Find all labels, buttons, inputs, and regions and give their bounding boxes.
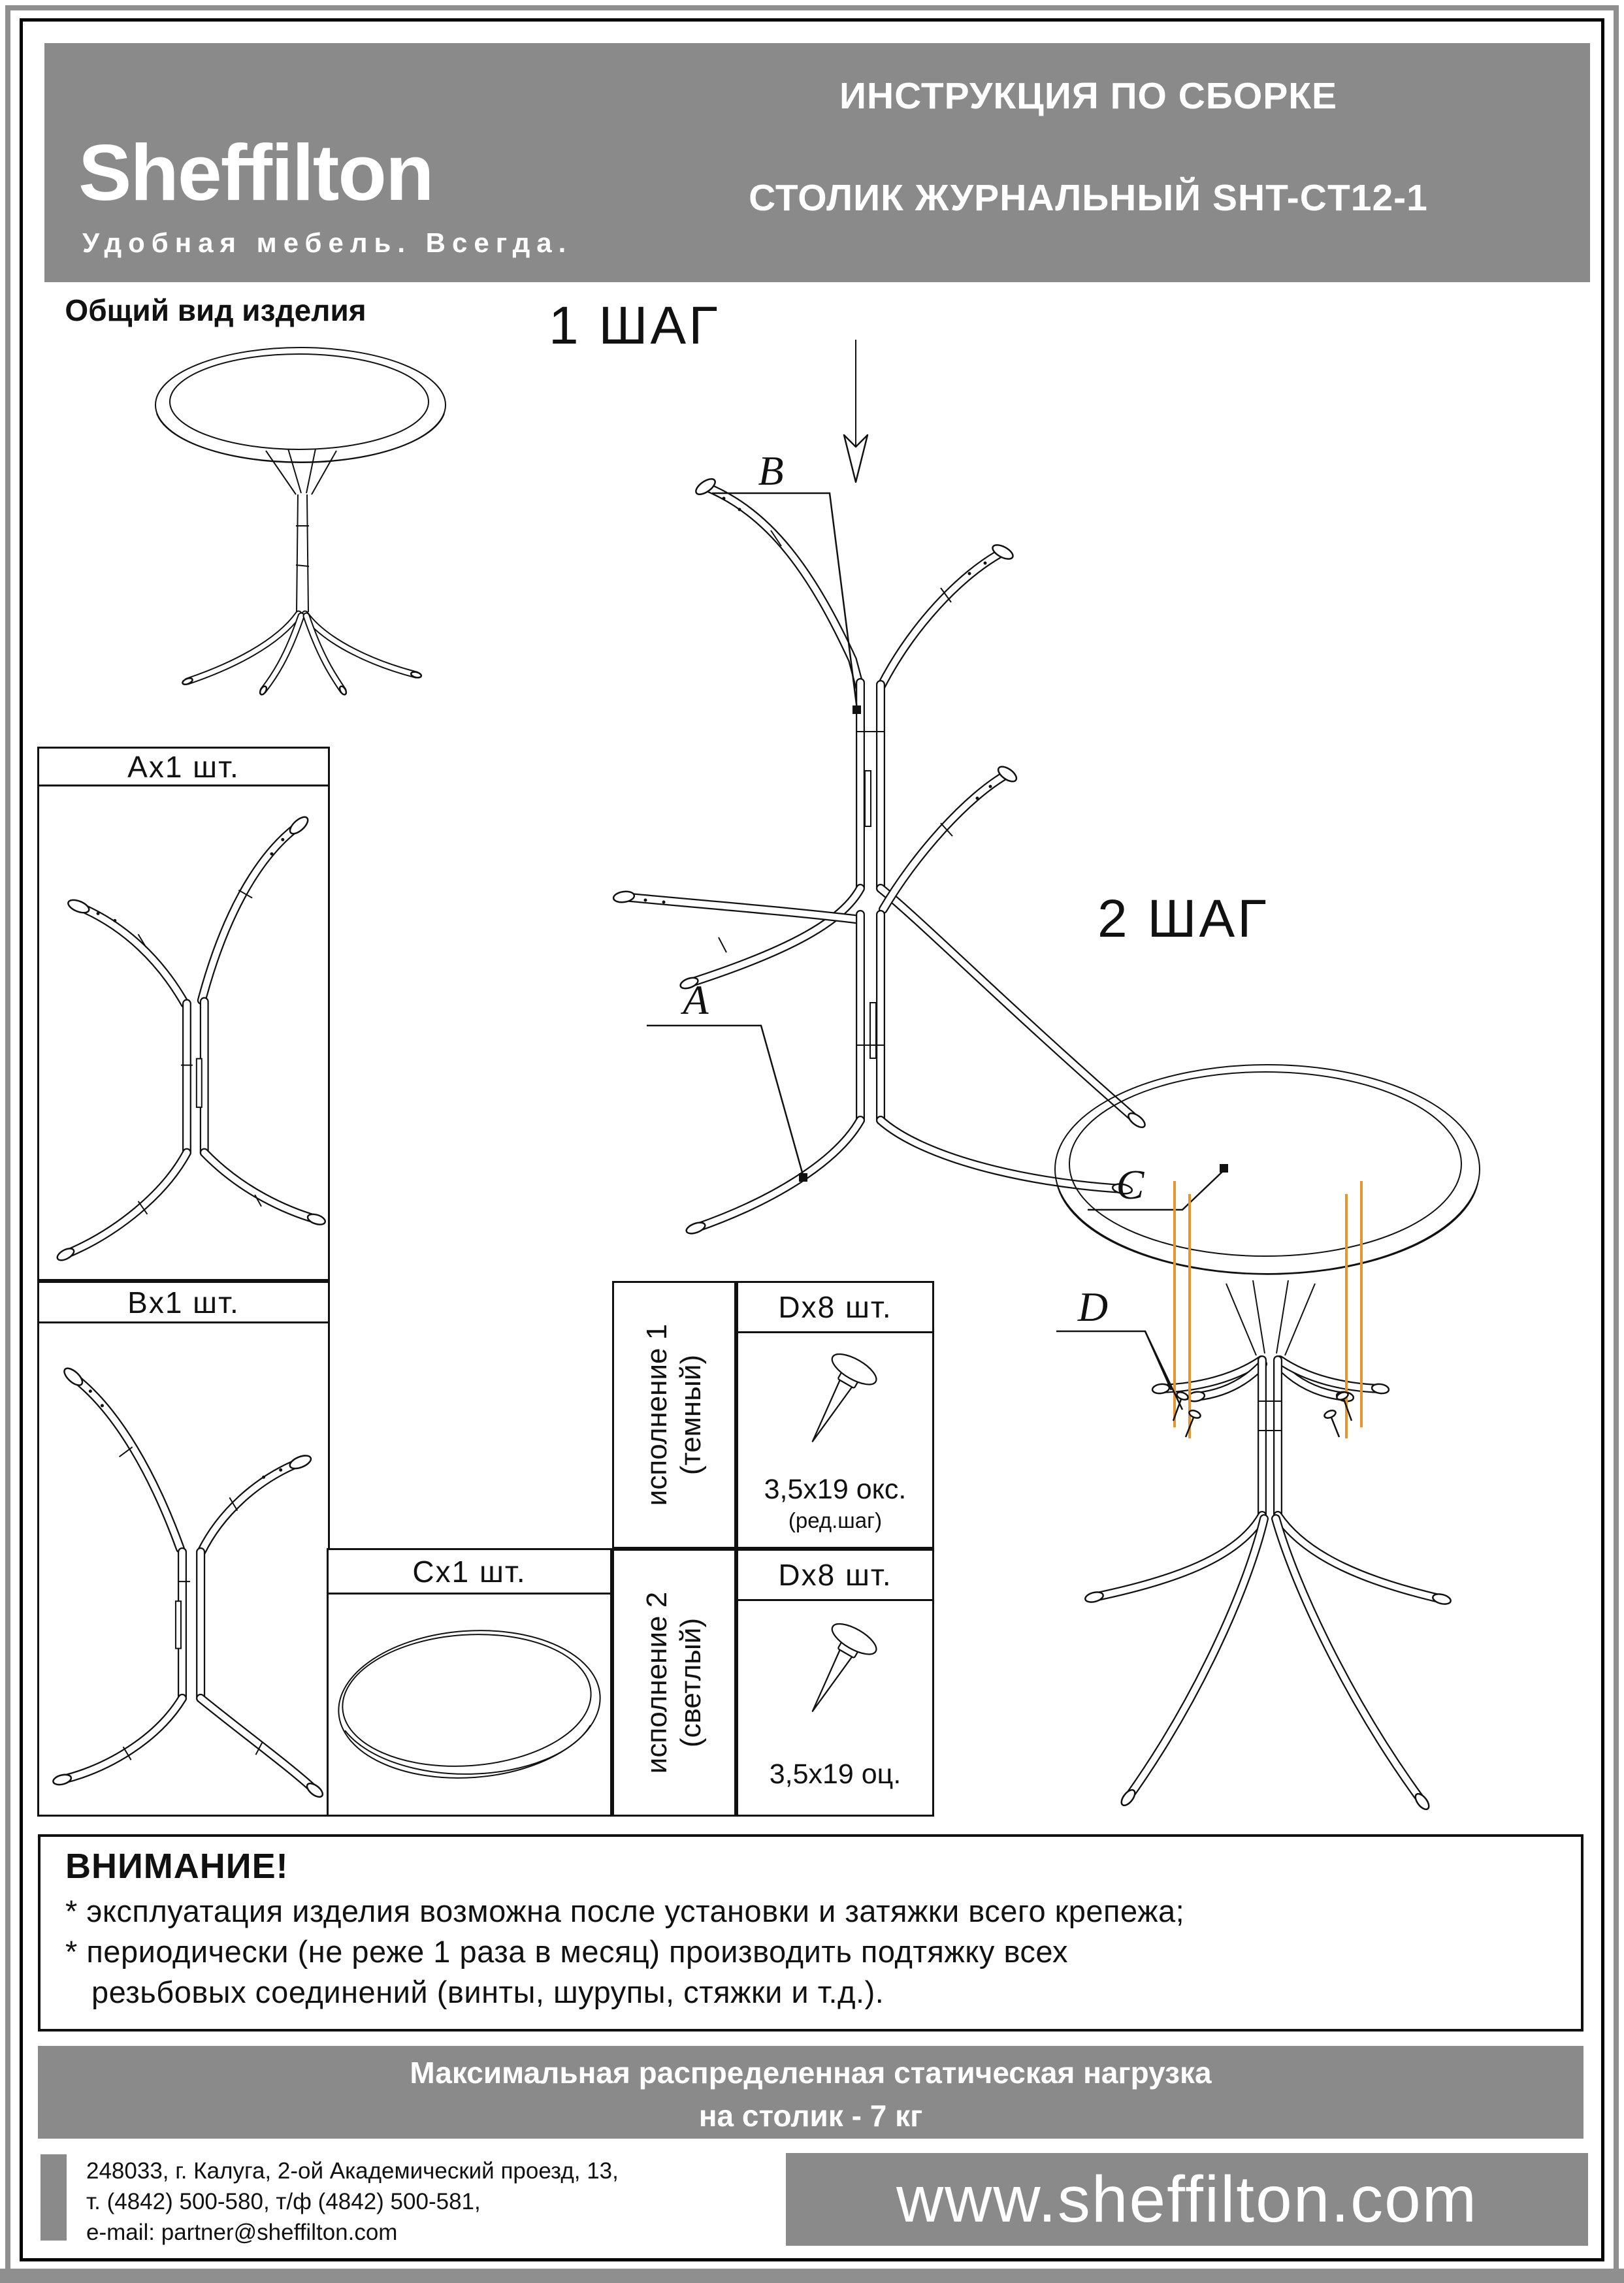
header (44, 43, 1590, 282)
screw2-drawing (784, 1608, 888, 1732)
insert-arrow-icon (844, 340, 868, 482)
brand-logo: Sheffilton (78, 128, 433, 217)
part-b-header: Bx1 шт. (39, 1283, 328, 1323)
warning-line2: * периодически (не реже 1 раза в месяц) производить подтяжку всех (65, 1934, 1068, 1969)
brand-tagline: Удобная мебель. Всегда. (82, 227, 573, 258)
part-c-drawing (329, 1595, 610, 1814)
variant2-line2: (светлый) (675, 1617, 707, 1748)
warning-title: ВНИМАНИЕ! (65, 1847, 289, 1886)
step1-title: 1 ШАГ (549, 296, 721, 355)
doc-title-line2: СТОЛИК ЖУРНАЛЬНЫЙ SHT-CT12-1 (749, 177, 1428, 219)
overview-title: Общий вид изделия (65, 293, 366, 327)
variant1-line1: исполнение 1 (641, 1323, 673, 1506)
part-b-drawing (39, 1323, 328, 1813)
doc-title (587, 74, 1590, 219)
screw1-note: (ред.шаг) (788, 1508, 883, 1532)
variant1-cell (612, 1281, 736, 1549)
variant2-label (640, 1552, 708, 1813)
overview-table-drawing (147, 330, 454, 696)
screw1-header: Dx8 шт. (738, 1283, 932, 1333)
warning-box (38, 1834, 1583, 2032)
part-label-b: B (758, 447, 784, 494)
load-line1: Максимальная распределенная статическая нагрузка (410, 2056, 1212, 2090)
doc-title-line1: ИНСТРУКЦИЯ ПО СБОРКЕ (839, 75, 1338, 117)
step2-title: 2 ШАГ (1097, 889, 1269, 948)
screw1-box (736, 1281, 934, 1549)
load-banner (38, 2046, 1583, 2139)
part-label-d: D (1077, 1284, 1109, 1330)
screw2-box (736, 1549, 934, 1817)
warning-line1: * эксплуатация изделия возможна после установки и затяжки всего крепежа; (65, 1894, 1185, 1928)
part-c-header: Cx1 шт. (329, 1550, 610, 1595)
step2-diagram (983, 999, 1545, 1849)
part-label-c: C (1116, 1161, 1145, 1208)
address-line2: т. (4842) 500-580, т/ф (4842) 500-581, (86, 2189, 481, 2214)
label-c (1088, 1161, 1228, 1210)
label-a (647, 977, 807, 1182)
address-line3: e-mail: partner@sheffilton.com (86, 2220, 398, 2245)
overview-legs (182, 614, 422, 696)
screw2-header: Dx8 шт. (738, 1551, 932, 1601)
website-box (786, 2153, 1588, 2246)
screw1-drawing (784, 1338, 888, 1463)
load-line2: на столик - 7 кг (698, 2099, 923, 2133)
footer-address (86, 2156, 619, 2248)
variant1-line2: (темный) (675, 1354, 707, 1476)
part-b-box (37, 1281, 330, 1817)
variant1-label (640, 1284, 708, 1546)
part-a-box (37, 747, 330, 1281)
label-b (712, 447, 861, 714)
warning-line3: резьбовых соединений (винты, шурупы, стяжки и т.д.). (91, 1975, 885, 2009)
screw2-spec: 3,5x19 оц. (769, 1758, 901, 1790)
website-url: www.sheffilton.com (896, 2162, 1478, 2236)
bottom-gray-band (0, 2269, 1624, 2283)
part-a-drawing (39, 786, 328, 1279)
variant2-line1: исполнение 2 (641, 1591, 673, 1774)
footer-accent-bar (41, 2154, 67, 2241)
address-line1: 248033, г. Калуга, 2-ой Академический проезд, 13, (86, 2158, 619, 2184)
variant2-cell (612, 1549, 736, 1817)
part-label-a: A (683, 977, 709, 1023)
screw1-spec: 3,5x19 окс. (764, 1474, 907, 1505)
part-a-header: Ax1 шт. (39, 749, 328, 786)
part-c-box (327, 1548, 612, 1817)
